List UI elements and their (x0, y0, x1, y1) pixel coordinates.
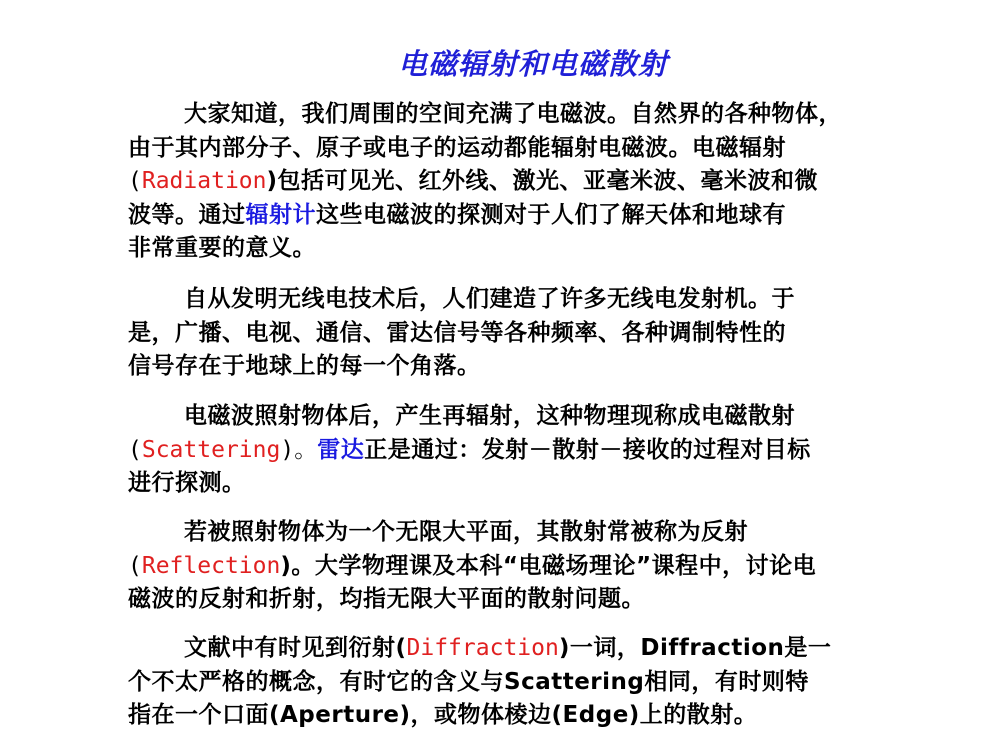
paren: )。 (280, 436, 318, 463)
text-span: 个不太严格的概念，有时它的含义与Scattering相同，有时则特 (128, 668, 809, 695)
text-span: )一词，Diffraction是一 (558, 635, 832, 661)
text-line (128, 699, 928, 733)
text-span: )。大学物理课及本科“电磁场理论”课程中，讨论电 (280, 552, 817, 579)
text-line (128, 632, 928, 666)
term-diffraction: Diffraction (406, 635, 559, 661)
link-radar[interactable]: 雷达 (317, 436, 365, 463)
term-scattering: Scattering (141, 436, 281, 463)
text-line (128, 350, 928, 384)
text-line (128, 434, 928, 468)
text-line (128, 232, 928, 266)
text-span: 电磁波照射物体后，产生再辐射，这种物理现称成电磁散射 (184, 403, 795, 429)
text-span: 正是通过：发射－散射－接收的过程对目标 (364, 436, 811, 463)
text-line (128, 467, 928, 501)
text-span: 这些电磁波的探测对于人们了解天体和地球有 (316, 201, 786, 228)
text-line (128, 199, 928, 233)
text-span: 自从发明无线电技术后，人们建造了许多无线电发射机。于 (184, 286, 795, 312)
text-line (128, 317, 928, 351)
text-line (128, 400, 928, 434)
text-line (128, 666, 928, 700)
text-span: 信号存在于地球上的每一个角落。 (128, 353, 481, 379)
paragraph-scattering (128, 400, 928, 501)
text-span: )包括可见光、红外线、激光、亚毫米波、毫米波和微 (266, 168, 818, 194)
text-span: 文献中有时见到衍射( (184, 635, 407, 661)
paren: ( (128, 436, 142, 463)
paragraph-radiation (128, 98, 928, 266)
text-line (128, 165, 928, 199)
paragraph-diffraction (128, 632, 928, 733)
paren: ( (128, 168, 142, 194)
text-line (128, 132, 928, 166)
paragraph-radio (128, 283, 928, 384)
text-line (128, 516, 928, 550)
slide-title: 电磁辐射和电磁散射 (397, 47, 668, 81)
text-span: 大家知道，我们周围的空间充满了电磁波。自然界的各种物体， (184, 101, 842, 127)
text-span: 波等。通过 (128, 201, 246, 228)
link-radiometer[interactable]: 辐射计 (245, 201, 316, 228)
paren: ( (128, 552, 142, 579)
paragraph-reflection (128, 516, 928, 617)
term-reflection: Reflection (141, 552, 281, 579)
text-span: 是，广播、电视、通信、雷达信号等各种频率、各种调制特性的 (128, 319, 786, 346)
text-span: 若被照射物体为一个无限大平面，其散射常被称为反射 (184, 519, 748, 545)
text-span: 非常重要的意义。 (128, 235, 316, 261)
text-line (128, 98, 928, 132)
text-line (128, 550, 928, 584)
text-line (128, 583, 928, 617)
text-span: 磁波的反射和折射，均指无限大平面的散射问题。 (128, 586, 645, 612)
term-radiation: Radiation (141, 168, 267, 194)
text-span: 由于其内部分子、原子或电子的运动都能辐射电磁波。电磁辐射 (128, 134, 786, 161)
text-span: 进行探测。 (128, 470, 246, 496)
text-line (128, 283, 928, 317)
text-span: 指在一个口面(Aperture)，或物体棱边(Edge)上的散射。 (128, 702, 758, 728)
